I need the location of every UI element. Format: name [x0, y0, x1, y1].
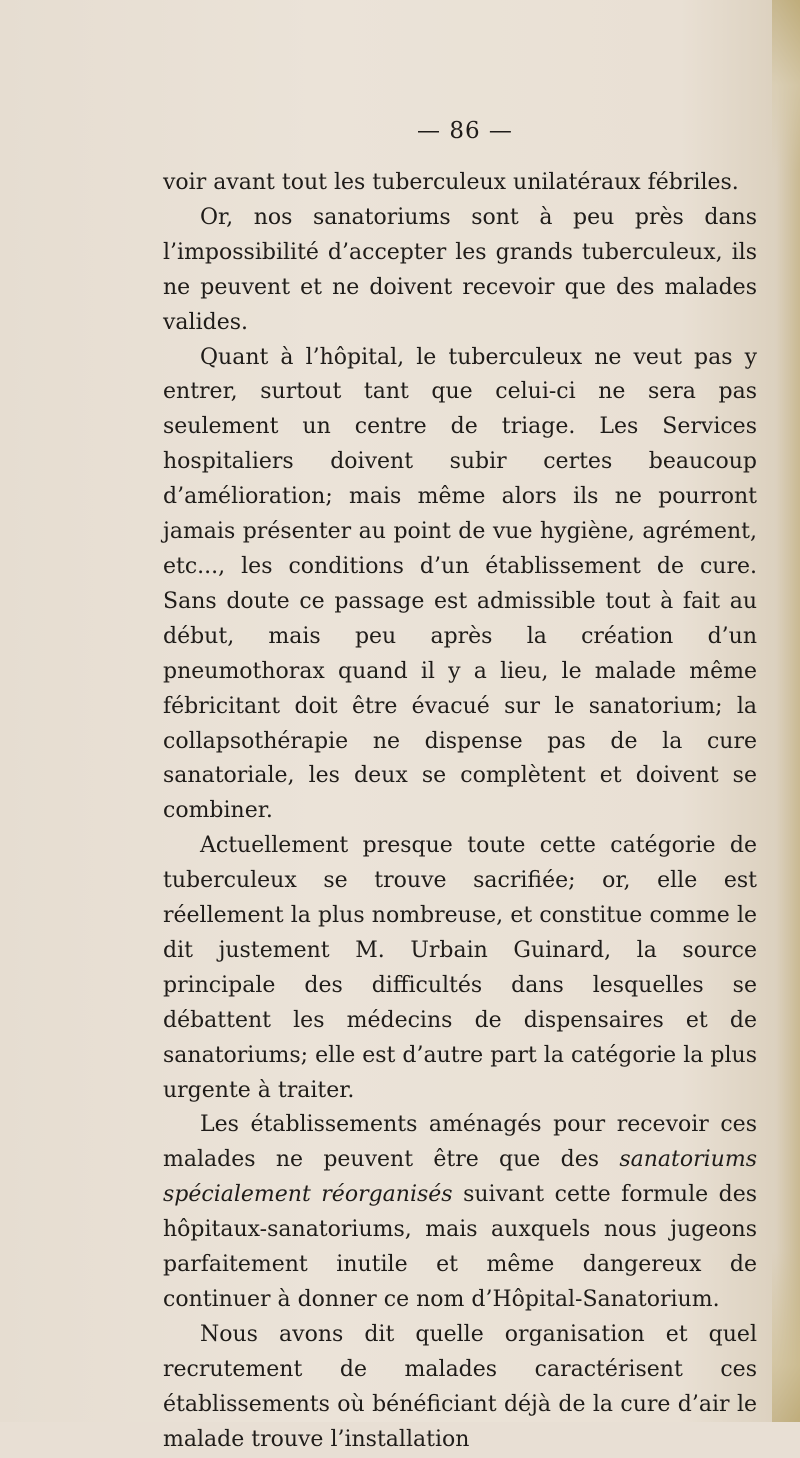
emphasis-sanatoriums-reorganises: sanatoriums spécialement réorganisés — [163, 1147, 757, 1208]
paragraph-nous-avons-dit: Nous avons dit quelle organisation et quel recrutement de malades caractérisent ces établissements où bénéficiant déjà de la cure d’air le malade trouve l’installation — [163, 1321, 757, 1452]
page-edge-stain — [772, 0, 800, 1422]
paragraph-actuellement: Actuellement presque toute cette catégorie de tuberculeux se trouve sacrifiée; or, elle est réellement la plus nombreuse, et constitue comme le dit justement M. Urbain Guinard, la source principale des difficultés dans lesquelles se débattent les médecins de dispensaires et de sanatoriums; elle est d’autre part la catégorie la plus urgente à traiter. — [163, 833, 757, 1103]
paragraph-etablissements-before: Les établissements aménagés pour recevoir ces malades ne peuvent être que des — [163, 1112, 757, 1173]
paragraph-etablissements-after: suivant cette formule des hôpitaux-sanatoriums, mais auxquels nous jugeons parfaitement inutile et même dangereux de continuer à donner ce nom d’Hôpital-Sanatorium. — [163, 1182, 758, 1312]
paragraph-etablissements — [163, 1108, 757, 1317]
body-text — [163, 166, 757, 1458]
paragraph-sanatoriums: Or, nos sanatoriums sont à peu près dans l’impossibilité d’accepter les grands tuberculeux, ils ne peuvent et ne doivent recevoir que des malades valides. — [163, 204, 757, 335]
page-number: — 86 — — [417, 118, 513, 144]
paragraph-continuation: voir avant tout les tuberculeux unilatéraux fébriles. — [163, 170, 739, 195]
paragraph-hopital: Quant à l’hôpital, le tuberculeux ne veut pas y entrer, surtout tant que celui-ci ne sera pas seulement un centre de triage. Les Services hospitaliers doivent subir certes beaucoup d’amélioration; mais même alors ils ne pourront jamais présenter au point de vue hygiène, agrément, etc..., les conditions d’un établissement de cure. Sans doute ce passage est admissible tout à fait au début, mais peu après la création d’un pneumothorax quand il y a lieu, le malade même fébricitant doit être évacué sur le sanatorium; la collapsothérapie ne dispense pas de la cure sanatoriale, les deux se complètent et doivent se combiner. — [163, 344, 757, 824]
